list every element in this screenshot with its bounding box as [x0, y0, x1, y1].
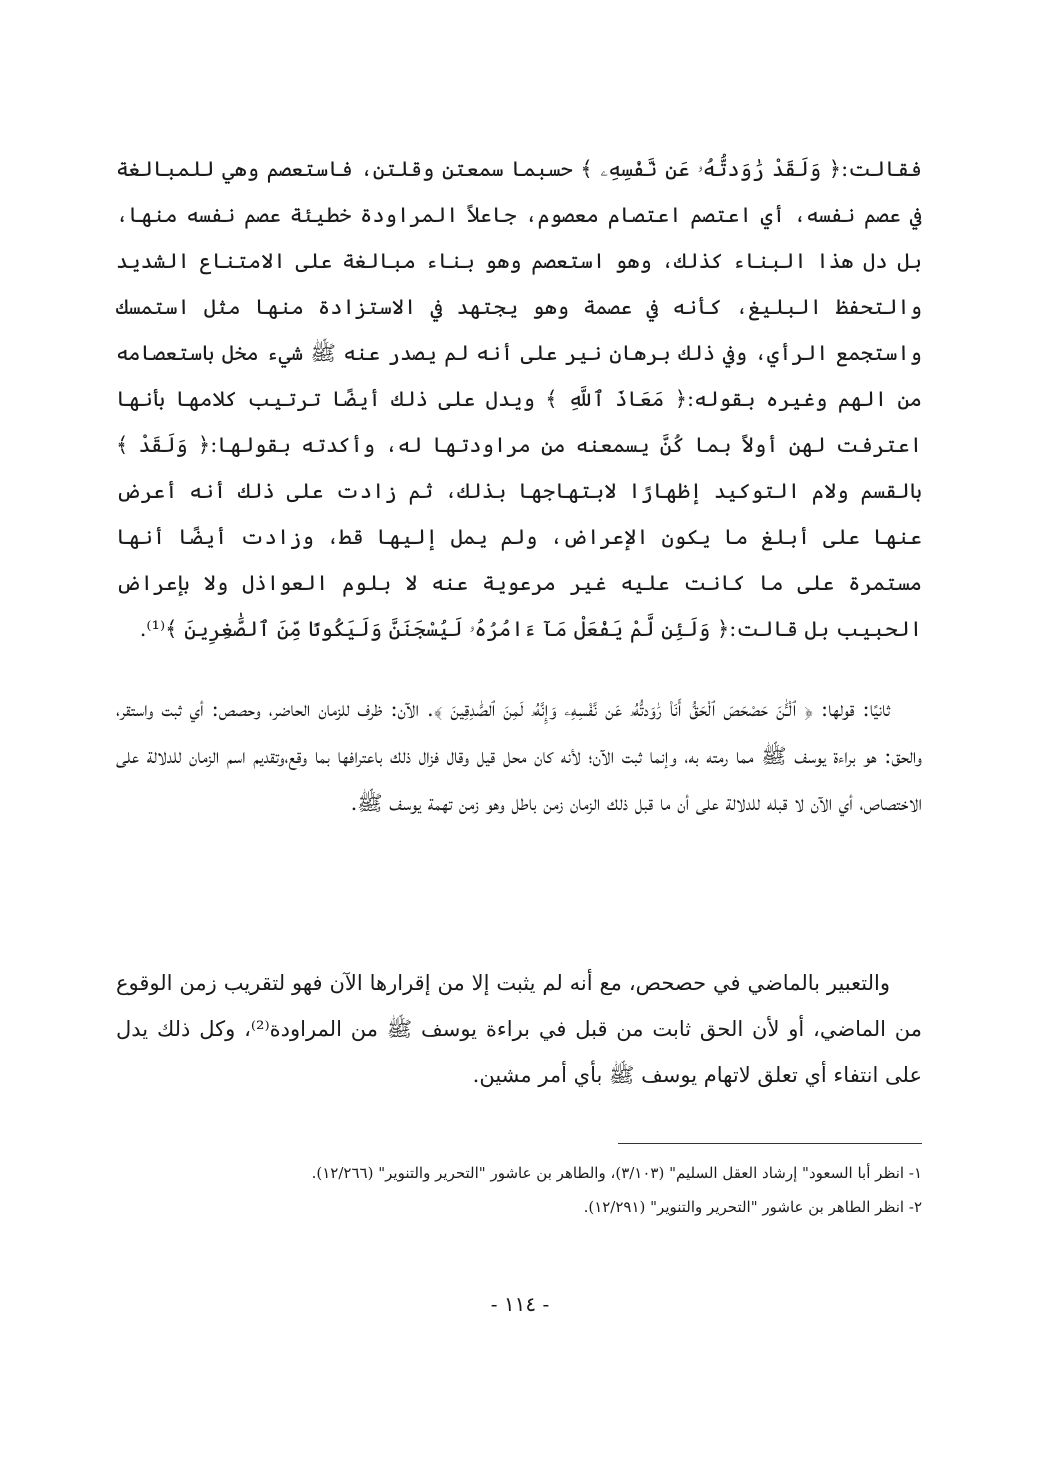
- paragraph-1-text: فقالت:﴿ وَلَقَدْ رَٰوَدتُّهُۥ عَن نَّفْسِهِۦ ﴾ حسبما سمعتن وقلتن، فاستعصم وهي للمبالغة في عصم نفسه، أي اعتصم اعتصام معصوم، جاعلاً المراودة خطيئة عصم نفسه منها، بل دل هذا البناء كذلك، وهو استعصم وهو بناء مبالغة على الامتناع الشديد والتحفظ البليغ، كأنه في عصمة وهو يجتهد في الاستزادة منها مثل استمسك واستجمع الرأي، وفي ذلك برهان نير على أنه لم يصدر عنه ﷺ شيء مخل باستعصامه من الهم وغيره بقوله:﴿ مَعَاذَ ٱللَّهِ ﴾ ويدل على ذلك أيضًا ترتيب كلامها بأنها اعترفت لهن أولاً بما كُنَّ يسمعنه من مراودتها له، وأكدته بقولها:﴿ وَلَقَدْ ﴾ بالقسم ولام التوكيد إظهارًا لابتهاجها بذلك، ثم زادت على ذلك أنه أعرض عنها على أبلغ ما يكون الإعراض، ولم يمل إليها قط، وزادت أيضًا أنها مستمرة على ما كانت عليه غير مرعوية عنه لا بلوم العواذل ولا بإعراض الحبيب بل قالت:﴿ وَلَئِن لَّمْ يَفْعَلْ مَآ ءَامُرُهُۥ لَيُسْجَنَنَّ وَلَيَكُونًا مِّنَ ٱلصَّٰغِرِينَ ﴾⁽¹⁾.: [116, 157, 922, 641]
- footnote-2: ٢- انظر الطاهر بن عاشور "التحرير والتنوير" (١٢/٢٩١).: [583, 1198, 922, 1216]
- paragraph-3-text: والتعبير بالماضي في حصحص، مع أنه لم يثبت إلا من إقرارها الآن فهو لتقريب زمن الوقوع من الماضي، أو لأن الحق ثابت من قبل في براءة يوسف ﷺ من المراودة⁽²⁾، وكل ذلك يدل على انتفاء أي تعلق لاتهام يوسف ﷺ بأي أمر مشين.: [116, 971, 923, 1087]
- footnotes: [116, 1156, 922, 1224]
- paragraph-3: [116, 960, 922, 1098]
- footnote-1: ١- انظر أبا السعود" إرشاد العقل السليم" (٣/١٠٣)، والطاهر بن عاشور "التحرير والتنوير" (١٢/٢٦٦).: [311, 1164, 922, 1182]
- page-number: - ١١٤ -: [490, 1292, 550, 1316]
- paragraph-2-text: ثانيًا: قولها: ﴿ ٱلْـَٰٔنَ حَصْحَصَ ٱلْحَقُّ أَنَا۠ رَٰوَدتُّهُۥ عَن نَّفْسِهِۦ وَإِنَّهُۥ لَمِنَ ٱلصَّٰدِقِينَ ﴾. الآن: ظرف للزمان الحاضر، وحصص: أي ثبت واستقر، والحق: هو براءة يوسف ﷺ مما رمته به، وإنما ثبت الآن؛ لأنه كان محل قيل وقال فزال ذلك باعترافها بما وقع،وتقديم اسم الزمان للدلالة على الاختصاص، أي الآن لا قبله للدلالة على أن ما قبل ذلك الزمان زمن باطل وهو زمن تهمة يوسف ﷺ.: [116, 697, 922, 815]
- paragraph-2: [116, 686, 922, 827]
- paragraph-1: [116, 146, 922, 652]
- footnote-divider: [618, 1143, 922, 1144]
